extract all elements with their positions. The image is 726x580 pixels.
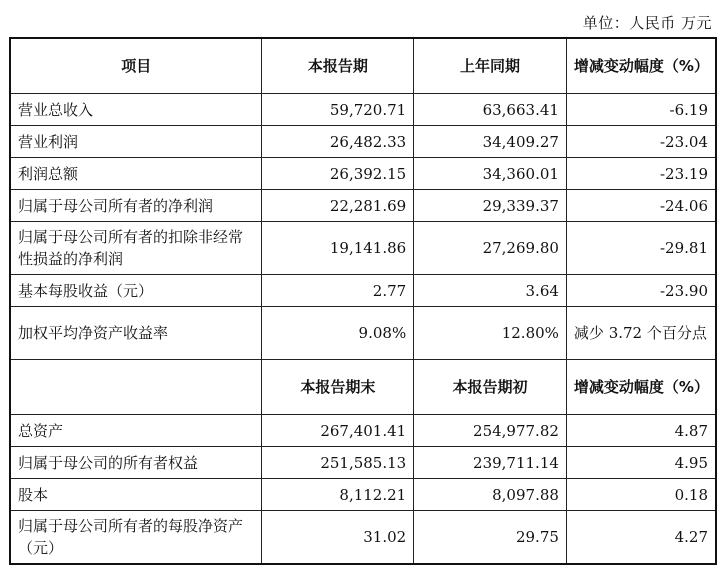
prior-value: 34,409.27 xyxy=(414,126,567,158)
table-row xyxy=(10,415,716,447)
current-value: 59,720.71 xyxy=(262,94,414,126)
current-value: 26,392.15 xyxy=(262,158,414,190)
header-change: 增减变动幅度（%） xyxy=(566,38,716,94)
table-row xyxy=(10,94,716,126)
change-value: 减少 3.72 个百分点 xyxy=(566,307,716,360)
prior-value: 34,360.01 xyxy=(414,158,567,190)
unit-label: 单位：人民币 万元 xyxy=(582,14,712,32)
table-row xyxy=(10,190,716,222)
row-label: 归属于母公司所有者的每股净资产（元） xyxy=(10,511,262,565)
prior-value: 29.75 xyxy=(414,511,567,565)
current-value: 267,401.41 xyxy=(262,415,414,447)
change-value: -23.19 xyxy=(566,158,716,190)
change-value: 4.27 xyxy=(566,511,716,565)
header-item: 项目 xyxy=(10,38,262,94)
row-label: 归属于母公司所有者的扣除非经常性损益的净利润 xyxy=(10,222,262,275)
change-value: -6.19 xyxy=(566,94,716,126)
current-value: 251,585.13 xyxy=(262,447,414,479)
prior-value: 12.80% xyxy=(414,307,567,360)
row-label: 基本每股收益（元） xyxy=(10,275,262,307)
change-value: 0.18 xyxy=(566,479,716,511)
row-label: 营业利润 xyxy=(10,126,262,158)
table-row xyxy=(10,511,716,565)
prior-value: 239,711.14 xyxy=(414,447,567,479)
header-prior-period: 上年同期 xyxy=(414,38,567,94)
table-row xyxy=(10,158,716,190)
prior-value: 27,269.80 xyxy=(414,222,567,275)
change-value: 4.87 xyxy=(566,415,716,447)
header-period-end: 本报告期末 xyxy=(262,360,414,415)
header-row-period xyxy=(10,38,716,94)
current-value: 19,141.86 xyxy=(262,222,414,275)
prior-value: 8,097.88 xyxy=(414,479,567,511)
current-value: 9.08% xyxy=(262,307,414,360)
row-label: 营业总收入 xyxy=(10,94,262,126)
current-value: 31.02 xyxy=(262,511,414,565)
table-row xyxy=(10,447,716,479)
header-period-start: 本报告期初 xyxy=(414,360,567,415)
header-item-blank xyxy=(10,360,262,415)
table-row xyxy=(10,275,716,307)
prior-value: 254,977.82 xyxy=(414,415,567,447)
prior-value: 63,663.41 xyxy=(414,94,567,126)
current-value: 22,281.69 xyxy=(262,190,414,222)
row-label: 股本 xyxy=(10,479,262,511)
header-current-period: 本报告期 xyxy=(262,38,414,94)
change-value: -23.04 xyxy=(566,126,716,158)
row-label: 归属于母公司的所有者权益 xyxy=(10,447,262,479)
change-value: -29.81 xyxy=(566,222,716,275)
table-row xyxy=(10,222,716,275)
current-value: 8,112.21 xyxy=(262,479,414,511)
table-row xyxy=(10,307,716,360)
row-label: 总资产 xyxy=(10,415,262,447)
change-value: 4.95 xyxy=(566,447,716,479)
table-row xyxy=(10,479,716,511)
change-value: -24.06 xyxy=(566,190,716,222)
row-label: 归属于母公司所有者的净利润 xyxy=(10,190,262,222)
header-row-balance xyxy=(10,360,716,415)
financial-summary-table xyxy=(9,37,717,565)
row-label: 利润总额 xyxy=(10,158,262,190)
current-value: 26,482.33 xyxy=(262,126,414,158)
table-row xyxy=(10,126,716,158)
current-value: 2.77 xyxy=(262,275,414,307)
header-change: 增减变动幅度（%） xyxy=(566,360,716,415)
row-label: 加权平均净资产收益率 xyxy=(10,307,262,360)
prior-value: 29,339.37 xyxy=(414,190,567,222)
prior-value: 3.64 xyxy=(414,275,567,307)
change-value: -23.90 xyxy=(566,275,716,307)
